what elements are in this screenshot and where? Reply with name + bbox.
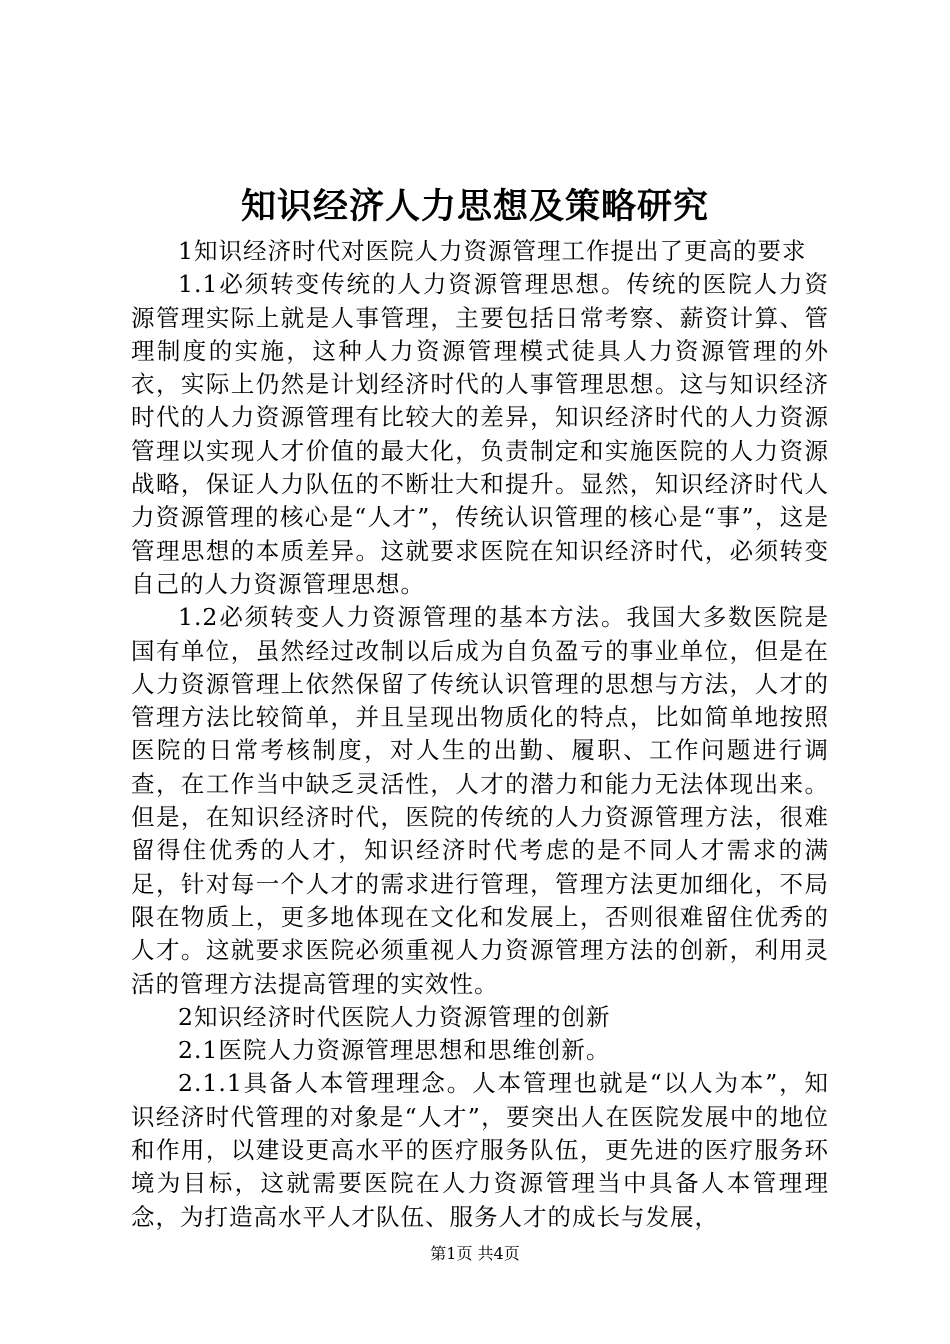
paragraph-2-1-1: 2.1.1具备人本管理理念。人本管理也就是“以人为本”，知识经济时代管理的对象是“人才”，要突出人在医院发展中的地位和作用，以建设更高水平的医疗服务队伍，更先进的医疗服务环境为目标，这就需要医院在人力资源管理当中具备人本管理理念，为打造高水平人才队伍、服务人才的成长与发展， — [131, 1069, 829, 1231]
paragraph-2-1: 2.1医院人力资源管理思想和思维创新。 — [178, 1036, 611, 1065]
paragraph-1-2: 1.2必须转变人力资源管理的基本方法。我国大多数医院是国有单位，虽然经过改制以后成为自负盈亏的事业单位，但是在人力资源管理上依然保留了传统认识管理的思想与方法，人才的管理方法比较简单，并且呈现出物质化的特点，比如简单地按照医院的日常考核制度，对人生的出勤、履职、工作问题进行调查，在工作当中缺乏灵活性，人才的潜力和能力无法体现出来。但是，在知识经济时代，医院的传统的人力资源管理方法，很难留得住优秀的人才，知识经济时代考虑的是不同人才需求的满足，针对每一个人才的需求进行管理，管理方法更加细化，不局限在物质上，更多地体现在文化和发展上，否则很难留住优秀的人才。这就要求医院必须重视人力资源管理方法的创新，利用灵活的管理方法提高管理的实效性。 — [131, 603, 829, 998]
document-title: 知识经济人力思想及策略研究 — [240, 186, 709, 227]
paragraph-1-1: 1.1必须转变传统的人力资源管理思想。传统的医院人力资源管理实际上就是人事管理，主要包括日常考察、薪资计算、管理制度的实施，这种人力资源管理模式徒具人力资源管理的外衣，实际上仍然是计划经济时代的人事管理思想。这与知识经济时代的人力资源管理有比较大的差异，知识经济时代的人力资源管理以实现人才价值的最大化，负责制定和实施医院的人力资源战略，保证人力队伍的不断壮大和提升。显然，知识经济时代人力资源管理的核心是“人才”，传统认识管理的核心是“事”，这是管理思想的本质差异。这就要求医院在知识经济时代，必须转变自己的人力资源管理思想。 — [131, 270, 829, 598]
page-number-footer: 第1页 共4页 — [430, 1244, 520, 1263]
paragraph-section-1-heading: 1知识经济时代对医院人力资源管理工作提出了更高的要求 — [178, 237, 807, 265]
paragraph-section-2-heading: 2知识经济时代医院人力资源管理的创新 — [178, 1002, 611, 1031]
document-body — [131, 235, 829, 1234]
